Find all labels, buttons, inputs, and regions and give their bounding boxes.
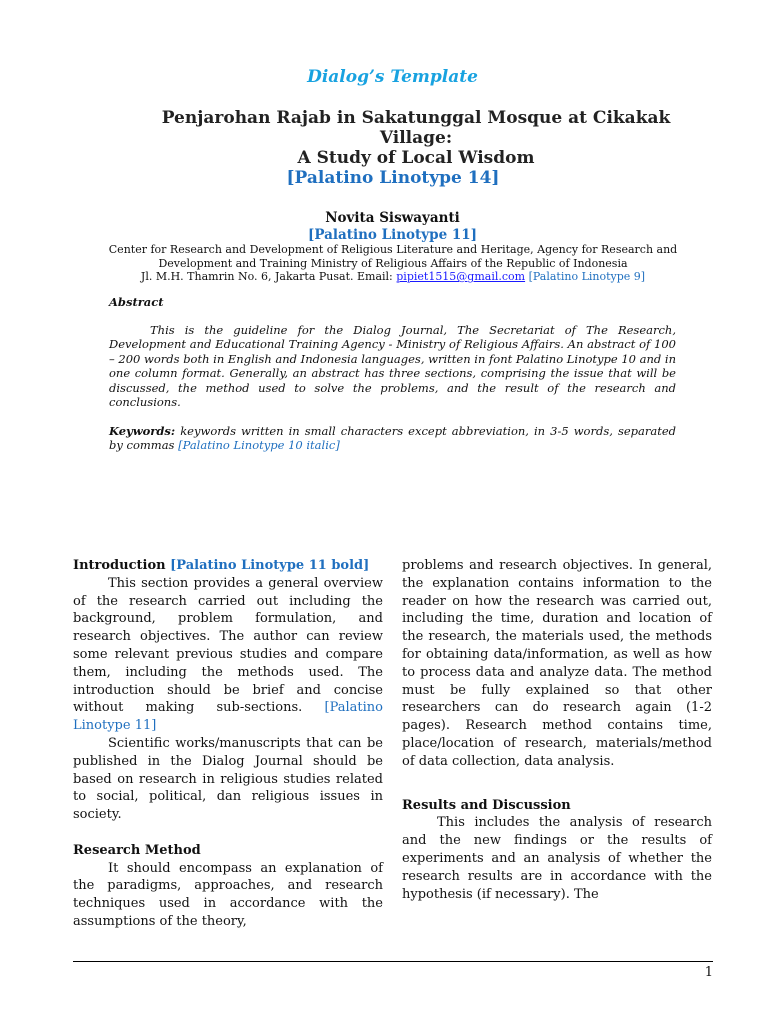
affiliation	[80, 243, 706, 284]
research-method-heading: Research Method	[73, 842, 201, 858]
email-link[interactable]: pipiet1515@gmail.com	[396, 270, 526, 283]
abstract-body: This is the guideline for the Dialog Journal, The Secretariat of The Research, Development and Educational Training Agency - Ministry of Religious Affairs. An abstract of 100 – 200 words both in English and Indonesia languages, written in font Palatino Linotype 10 and in one column format. Generally, an abstract has three sections, comprising the issue that will be discussed, the method used to solve the problems, and the result of the research and conclusions.	[109, 323, 677, 410]
introduction-paragraph-1	[73, 575, 383, 735]
address-text: Jl. M.H. Thamrin No. 6, Jakarta Pusat. Email:	[140, 270, 397, 283]
paper-title-line2: A Study of Local Wisdom	[297, 148, 535, 168]
introduction-font-note: [Palatino Linotype 11 bold]	[170, 558, 370, 573]
page-number: 1	[704, 965, 713, 980]
left-column	[73, 557, 383, 931]
introduction-paragraph-font-note: [Palatino Linotype 11]	[73, 700, 383, 734]
results-heading: Results and Discussion	[402, 797, 571, 813]
right-column	[402, 557, 712, 903]
title-font-note: [Palatino Linotype 14]	[286, 168, 500, 188]
paper-title-line1: Penjarohan Rajab in Sakatunggal Mosque at Cikakak Village:	[161, 108, 671, 148]
author-font-note: [Palatino Linotype 11]	[307, 227, 478, 243]
keywords-text: keywords written in small characters except abbreviation, in 3-5 words, separated by commas	[109, 424, 677, 453]
paper-title	[136, 108, 696, 188]
keywords	[109, 424, 676, 453]
keywords-label: Keywords:	[109, 424, 176, 438]
affiliation-address	[80, 270, 706, 284]
abstract-heading: Abstract	[109, 295, 164, 309]
affiliation-institution: Center for Research and Development of Religious Literature and Heritage, Agency for Research and Development and Training Ministry of Religious Affairs of the Republic of Indonesia	[108, 243, 678, 270]
introduction-paragraph-1-text: This section provides a general overview of the research carried out including the background, problem formulation, and research objectives. The author can review some relevant previous studies and compare them, including the methods used. The introduction should be brief and concise without making sub-sections.	[73, 575, 383, 716]
footer-divider	[73, 961, 713, 962]
affiliation-font-note: [Palatino Linotype 9]	[528, 270, 646, 283]
introduction-heading	[73, 557, 383, 575]
introduction-paragraph-2: Scientific works/manuscripts that can be published in the Dialog Journal should be based on research in religious studies related to social, political, dan religious issues in society.	[73, 735, 383, 823]
journal-template-title: Dialog’s Template	[307, 67, 478, 87]
author-name: Novita Siswayanti	[325, 210, 460, 226]
research-method-paragraph: It should encompass an explanation of the paradigms, approaches, and research techniques used in accordance with the assumptions of the theory,	[73, 860, 383, 929]
author-block	[0, 210, 768, 244]
introduction-heading-text: Introduction	[73, 558, 166, 573]
research-method-paragraph-continued: problems and research objectives. In general, the explanation contains information to the reader on how the research was carried out, including the time, duration and location of the research, the materials used, the methods for obtaining data/information, as well as how to process data and analyze data. The method must be fully explained so that other researchers can do research again (1-2 pages). Research method contains time, place/location of research, materials/method of data collection, data analysis.	[402, 558, 712, 769]
results-paragraph: This includes the analysis of research and the new findings or the results of experiments and an analysis of whether the research results are in accordance with the hypothesis (if necessary). The	[402, 815, 712, 902]
keywords-font-note: [Palatino Linotype 10 italic]	[178, 438, 340, 453]
